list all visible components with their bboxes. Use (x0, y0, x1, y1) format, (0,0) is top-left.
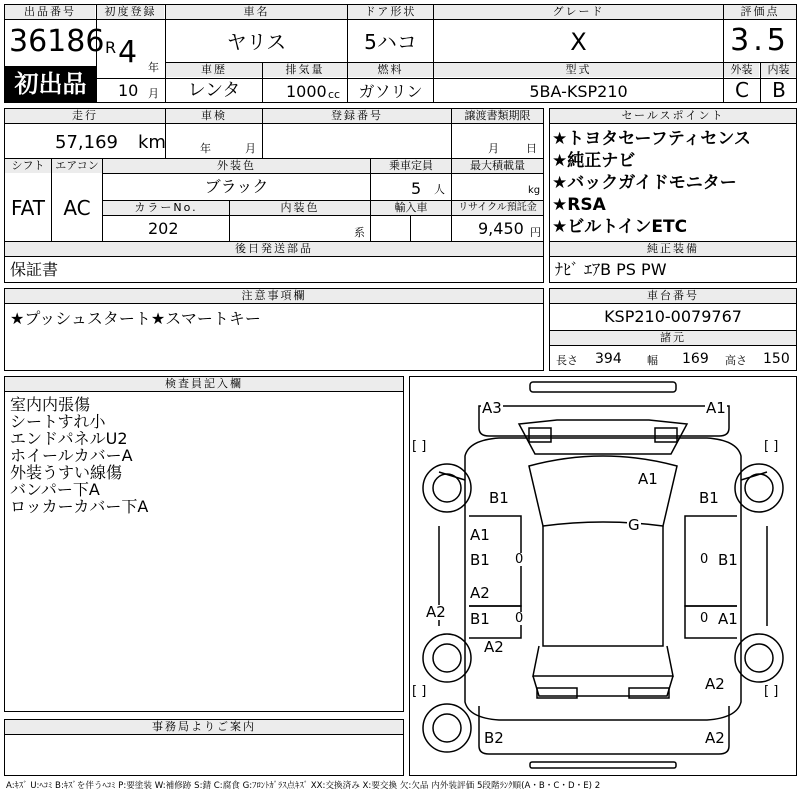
ext-color-label: 外装色 (103, 159, 370, 173)
bracket-mark: [ ] (764, 439, 779, 454)
damage-mark: A2 (705, 729, 725, 747)
transfer-label: 譲渡書類期限 (452, 109, 543, 123)
inspector-notes (10, 396, 148, 515)
height: 150 (763, 351, 790, 367)
lot-number: 36186 (9, 24, 105, 59)
capacity-unit: 人 (434, 183, 445, 196)
inspector-line: ロッカーカバー下A (10, 497, 149, 516)
bracket-mark: [ ] (412, 439, 427, 454)
sales-point: ★トヨタセーフティセンス (552, 129, 751, 149)
first-reg-year: 4 (118, 35, 138, 70)
damage-mark: A2 (484, 638, 504, 656)
insp-year-unit: 年 (200, 142, 211, 155)
exterior-grade: C (735, 78, 749, 102)
load-label: 最大積載量 (452, 159, 543, 173)
sales-point: ★RSA (552, 195, 606, 215)
legend: A:ｷｽﾞ U:ﾍｺﾐ B:ｷｽﾞを伴うﾍｺﾐ P:要塗装 W:補修跡 S:錆 C:腐食 G:ﾌﾛﾝﾄｶﾞﾗｽ点ｷｽﾞ XX:交換済み X:要交換 欠:欠品 内外装評価 5段階ﾗﾝｸ順(A・B・C・D・E) 2 (6, 781, 601, 791)
insp-month-unit: 月 (245, 142, 256, 155)
exterior-label: 外装 (724, 63, 759, 77)
transfer-day-unit: 日 (526, 142, 537, 155)
fuel-label: 燃料 (348, 63, 433, 77)
length: 394 (595, 351, 622, 367)
damage-mark: B2 (484, 729, 504, 747)
reg-no-label: 登録番号 (263, 109, 451, 123)
model-code-label: 型式 (434, 63, 723, 77)
shift: FAT (10, 196, 45, 220)
sales-point: ★バックガイドモニター (552, 173, 737, 193)
office-label: 事務局よりご案内 (5, 720, 403, 734)
recycle-fee: 9,450 (478, 219, 524, 238)
inspector-line: 外装うすい線傷 (10, 463, 123, 482)
ac: AC (63, 196, 91, 220)
inspector-line: エンドパネルU2 (10, 429, 128, 448)
first-reg-label: 初度登録 (97, 5, 164, 19)
damage-mark: A1 (470, 526, 490, 544)
recycle-unit: 円 (530, 226, 541, 239)
history: レンタ (187, 80, 241, 101)
model-code: 5BA-KSP210 (529, 82, 628, 101)
era: R (105, 38, 117, 57)
damage-mark: A2 (470, 584, 490, 602)
first-listing-badge: 初出品 (5, 66, 96, 102)
inspector-line: 室内内張傷 (10, 395, 91, 414)
damage-mark: A1 (718, 610, 738, 628)
damage-mark: A3 (482, 399, 502, 417)
damage-mark: A1 (638, 470, 658, 488)
door-type: 5ハコ (364, 30, 417, 54)
score-label: 評価点 (724, 5, 796, 19)
int-color-unit: 系 (354, 226, 365, 239)
inspector-line: ホイールカバーA (10, 446, 133, 465)
chassis-label: 車台番号 (550, 289, 796, 303)
zero-mark: 0 (515, 552, 524, 567)
genuine-equipment: ﾅﾋﾞ ｴｱB PS PW (555, 260, 667, 279)
grade: X (570, 28, 587, 56)
load-unit: kg (528, 185, 541, 196)
door-label: ドア形状 (348, 5, 433, 19)
damage-mark: A2 (705, 675, 725, 693)
score: 3.5 (730, 23, 790, 58)
notes-label: 注意事項欄 (5, 289, 543, 303)
import-label: 輸入車 (371, 201, 451, 215)
history-label: 車歴 (166, 63, 262, 77)
interior-label: 内装 (761, 63, 796, 77)
displacement-unit: cc (328, 88, 341, 101)
inspector-line: バンパー下A (10, 480, 100, 499)
height-label: 高さ (725, 354, 747, 367)
genuine-label: 純正装備 (550, 242, 796, 256)
later-parts: 保証書 (10, 260, 59, 279)
sales-point: ★純正ナビ (552, 151, 636, 171)
damage-mark: G (628, 516, 640, 534)
sales-points-label: セールスポイント (550, 109, 796, 123)
month-unit: 月 (148, 87, 159, 100)
zero-mark: 0 (700, 611, 709, 626)
damage-mark: A1 (706, 399, 726, 417)
inspector-label: 検査員記入欄 (5, 377, 403, 391)
car-diagram (409, 376, 797, 776)
length-label: 長さ (556, 354, 578, 367)
ext-color: ブラック (204, 177, 269, 196)
color-no-label: カラーNo. (103, 201, 229, 215)
bracket-mark: [ ] (412, 684, 427, 699)
bracket-mark: [ ] (764, 684, 779, 699)
shift-label: シフト (5, 159, 51, 173)
lot-no-label: 出品番号 (5, 5, 95, 19)
recycle-label: リサイクル預託金 (452, 201, 543, 215)
displacement: 1000 (286, 82, 327, 101)
ac-label: エアコン (52, 159, 102, 173)
inspector-line: シートすれ小 (10, 412, 106, 431)
capacity: 5 (411, 179, 422, 198)
car-name-label: 車名 (166, 5, 347, 19)
capacity-label: 乗車定員 (371, 159, 451, 173)
width: 169 (682, 351, 709, 367)
zero-mark: 0 (515, 611, 524, 626)
later-parts-label: 後日発送部品 (5, 242, 543, 256)
fuel: ガソリン (358, 82, 423, 101)
inspection-label: 車検 (166, 109, 262, 123)
zero-mark: 0 (700, 552, 709, 567)
first-reg-month: 10 (118, 81, 139, 100)
car-name: ヤリス (226, 30, 287, 54)
damage-mark: B1 (699, 489, 719, 507)
chassis-number: KSP210-0079767 (604, 307, 742, 326)
color-no: 202 (148, 219, 179, 238)
mileage-unit: km (138, 132, 166, 153)
sales-points-list (552, 128, 751, 238)
year-unit: 年 (148, 61, 159, 74)
damage-mark: B1 (470, 610, 490, 628)
int-color-label: 内装色 (230, 201, 370, 215)
damage-mark: B1 (718, 551, 738, 569)
mileage: 57,169 (55, 132, 118, 153)
displacement-label: 排気量 (263, 63, 347, 77)
mileage-label: 走行 (5, 109, 165, 123)
dims-label: 諸元 (550, 331, 796, 345)
width-label: 幅 (647, 354, 658, 367)
sales-point: ★ビルトインETC (552, 217, 688, 237)
damage-mark: B1 (470, 551, 490, 569)
transfer-month-unit: 月 (488, 142, 499, 155)
damage-mark: A2 (426, 603, 446, 621)
interior-grade: B (772, 78, 786, 102)
damage-mark: B1 (489, 489, 509, 507)
notes-text: ★プッシュスタート★スマートキー (10, 309, 261, 328)
grade-label: グレード (434, 5, 723, 19)
